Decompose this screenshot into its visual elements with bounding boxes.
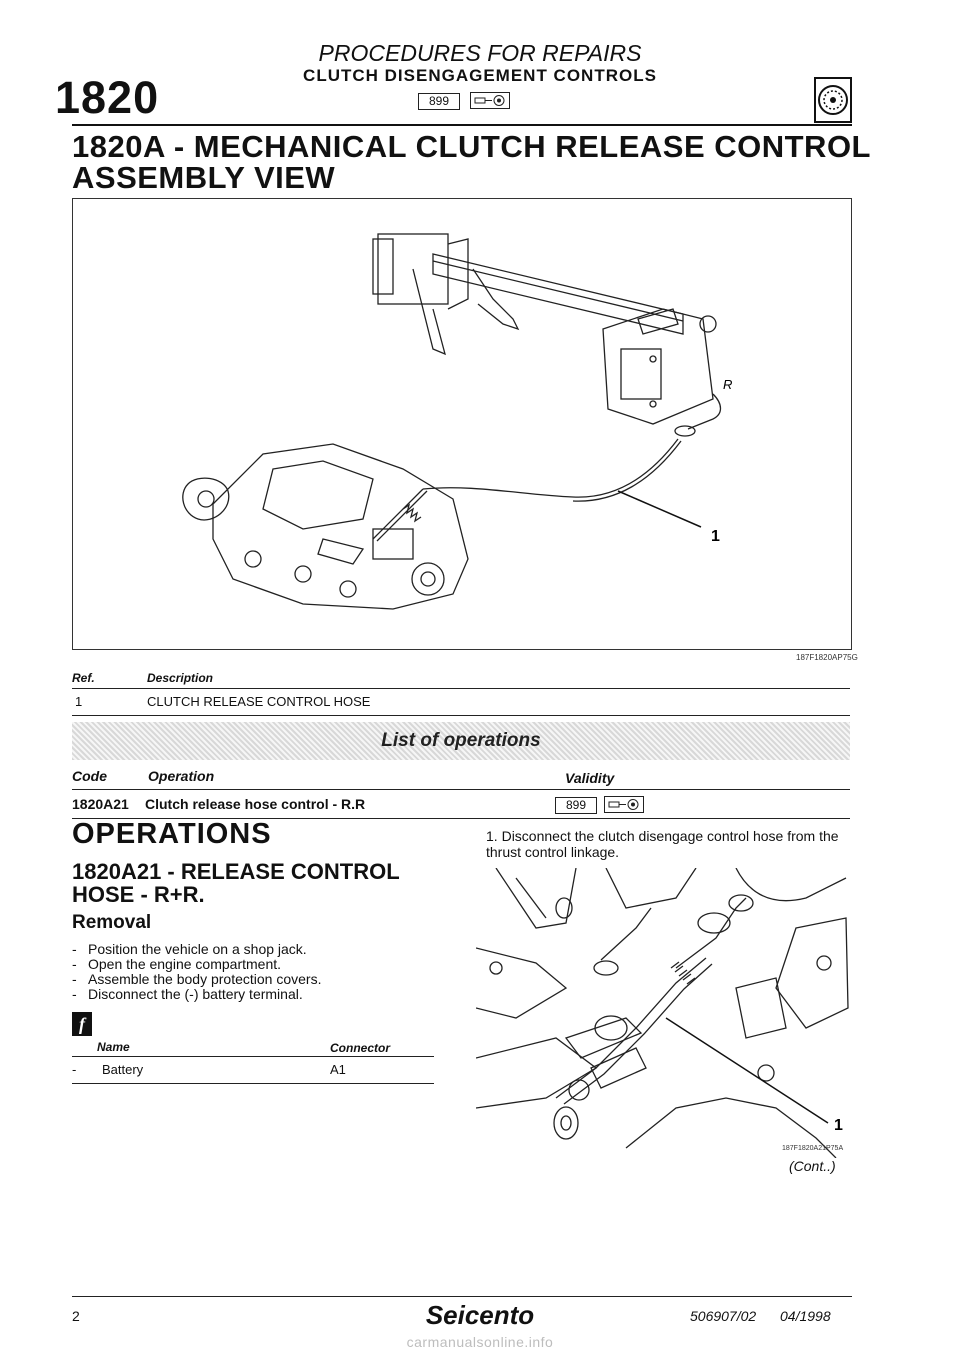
- operation-name-cell: Clutch release hose control - R.R: [145, 796, 366, 812]
- ops-header-rule: [72, 789, 850, 790]
- operation-subheading-line1: 1820A21 - RELEASE CONTROL: [72, 859, 400, 884]
- watermark: carmanualsonline.info: [406, 1334, 554, 1350]
- document-number: 506907/02: [690, 1308, 757, 1324]
- brand-logo: Seicento: [425, 1300, 535, 1330]
- model-badge: 899: [418, 93, 460, 110]
- list-item: - Open the engine compartment.: [72, 956, 282, 972]
- list-item: - Assemble the body protection covers.: [72, 971, 322, 987]
- connector-header: Connector: [330, 1041, 390, 1055]
- operation-subheading-line2: HOSE - R+R.: [72, 882, 205, 907]
- clutch-disc-icon: [814, 77, 852, 123]
- page-number: 2: [72, 1308, 80, 1324]
- page-title-line2: ASSEMBLY VIEW: [72, 160, 336, 195]
- page-title: [72, 131, 871, 193]
- operation-subheading: [72, 860, 400, 906]
- header-rule: [72, 124, 852, 126]
- operations-banner-title: List of operations: [381, 730, 541, 751]
- assembly-view-figure: [72, 198, 852, 650]
- ref-header-rule: [72, 688, 850, 689]
- footer-rule: [72, 1296, 852, 1297]
- page-title-line1: 1820A - MECHANICAL CLUTCH RELEASE CONTROL: [72, 129, 871, 164]
- step-number: 1.: [486, 828, 498, 844]
- list-item: - Disconnect the (-) battery terminal.: [72, 986, 303, 1002]
- list-item: - Position the vehicle on a shop jack.: [72, 941, 307, 957]
- figure1-callout: 1: [711, 528, 720, 545]
- figure2-code: 187F1820A21P75A: [782, 1145, 844, 1152]
- document-date: 04/1998: [780, 1308, 831, 1324]
- engine-variant-icon: [470, 92, 510, 109]
- assembly-drawing: [73, 199, 851, 649]
- step-note: [486, 828, 850, 860]
- removal-steps: [72, 942, 321, 1002]
- figure1-side-mark: R: [723, 377, 733, 392]
- validity-header: Validity: [565, 770, 615, 786]
- disconnect-figure: [476, 868, 854, 1158]
- step-text: Disconnect the clutch disengage control hose from the thrust control linkage.: [486, 828, 839, 860]
- connector-dash: -: [72, 1062, 77, 1077]
- name-header: Name: [97, 1040, 130, 1054]
- connector-value-cell: A1: [330, 1062, 346, 1077]
- continued-label: (Cont..): [789, 1158, 836, 1174]
- validity-badge: 899: [555, 797, 597, 814]
- section-subtitle: CLUTCH DISENGAGEMENT CONTROLS: [303, 66, 657, 85]
- fuse-icon: f: [72, 1012, 92, 1036]
- connector-row-rule: [72, 1083, 434, 1084]
- connector-name-cell: Battery: [102, 1062, 144, 1077]
- section-number: 1820: [55, 72, 160, 123]
- figure2-callout: 1: [834, 1117, 843, 1134]
- code-header: Code: [72, 768, 107, 784]
- operation-header: Operation: [148, 768, 215, 784]
- ref-header: Ref.: [72, 671, 95, 685]
- figure1-code: 187F1820AP75G: [796, 653, 858, 662]
- description-header: Description: [147, 671, 214, 685]
- operations-heading: OPERATIONS: [72, 818, 272, 850]
- operation-code-cell: 1820A21: [72, 796, 129, 812]
- ref-row-rule: [72, 715, 850, 716]
- description-cell: CLUTCH RELEASE CONTROL HOSE: [147, 694, 371, 709]
- removal-title: Removal: [72, 912, 152, 933]
- ref-cell: 1: [75, 694, 83, 709]
- procedures-title: PROCEDURES FOR REPAIRS: [318, 40, 642, 66]
- engine-variant-icon: [604, 796, 644, 813]
- connector-header-rule: [72, 1056, 434, 1057]
